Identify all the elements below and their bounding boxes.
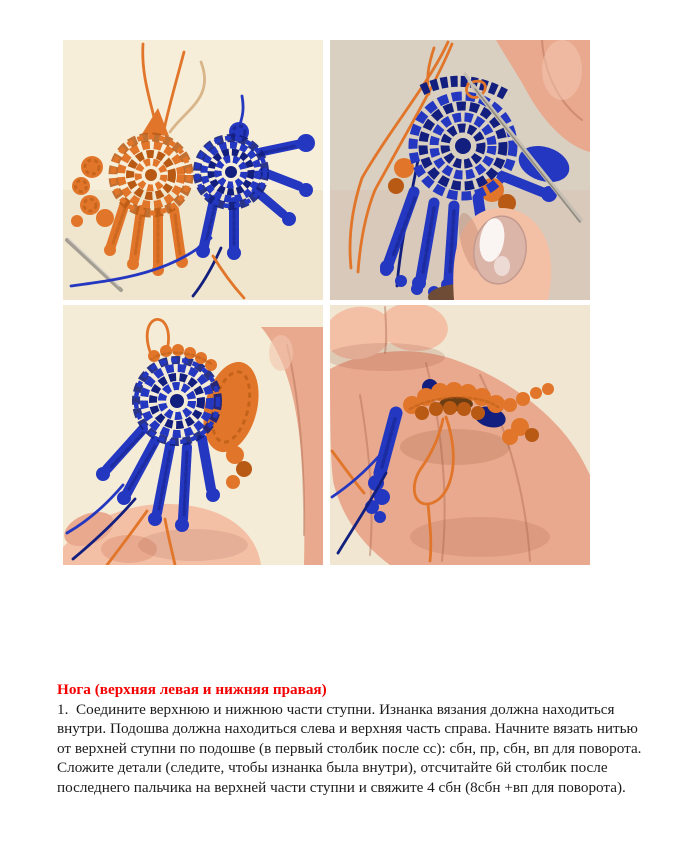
- photo-hook-joining: [330, 40, 590, 300]
- instructions-section: [57, 680, 693, 798]
- paragraph-line: от верхней ступни по подошве (в первый столбик после сс): сбн, пр, сбн, вп для поворота.: [57, 739, 642, 757]
- paragraph-line: внутри. Подошва должна находиться слева и верхняя часть справа. Начните вязать нитью: [57, 720, 638, 738]
- paragraph-line: последнего пальчика на верхней части ступни и свяжите 4 сбн (8сбн +вп для поворота).: [57, 778, 626, 796]
- photo-3-illustration: [63, 305, 323, 565]
- paragraph-line: 1. Соедините верхнюю и нижнюю части ступни. Изнанка вязания должна находиться: [57, 700, 615, 718]
- photo-open-hand: [330, 305, 590, 565]
- photo-folded-in-hand: [63, 305, 323, 565]
- photo-pieces-side-by-side: [63, 40, 323, 300]
- paragraph-line: Сложите детали (следите, чтобы изнанка была внутри), отсчитайте 6й столбик после: [57, 759, 608, 777]
- photo-4-illustration: [330, 305, 590, 565]
- photo-1-illustration: [63, 40, 323, 300]
- section-heading: Нога (верхняя левая и нижняя правая): [57, 681, 327, 698]
- photo-2-illustration: [330, 40, 590, 300]
